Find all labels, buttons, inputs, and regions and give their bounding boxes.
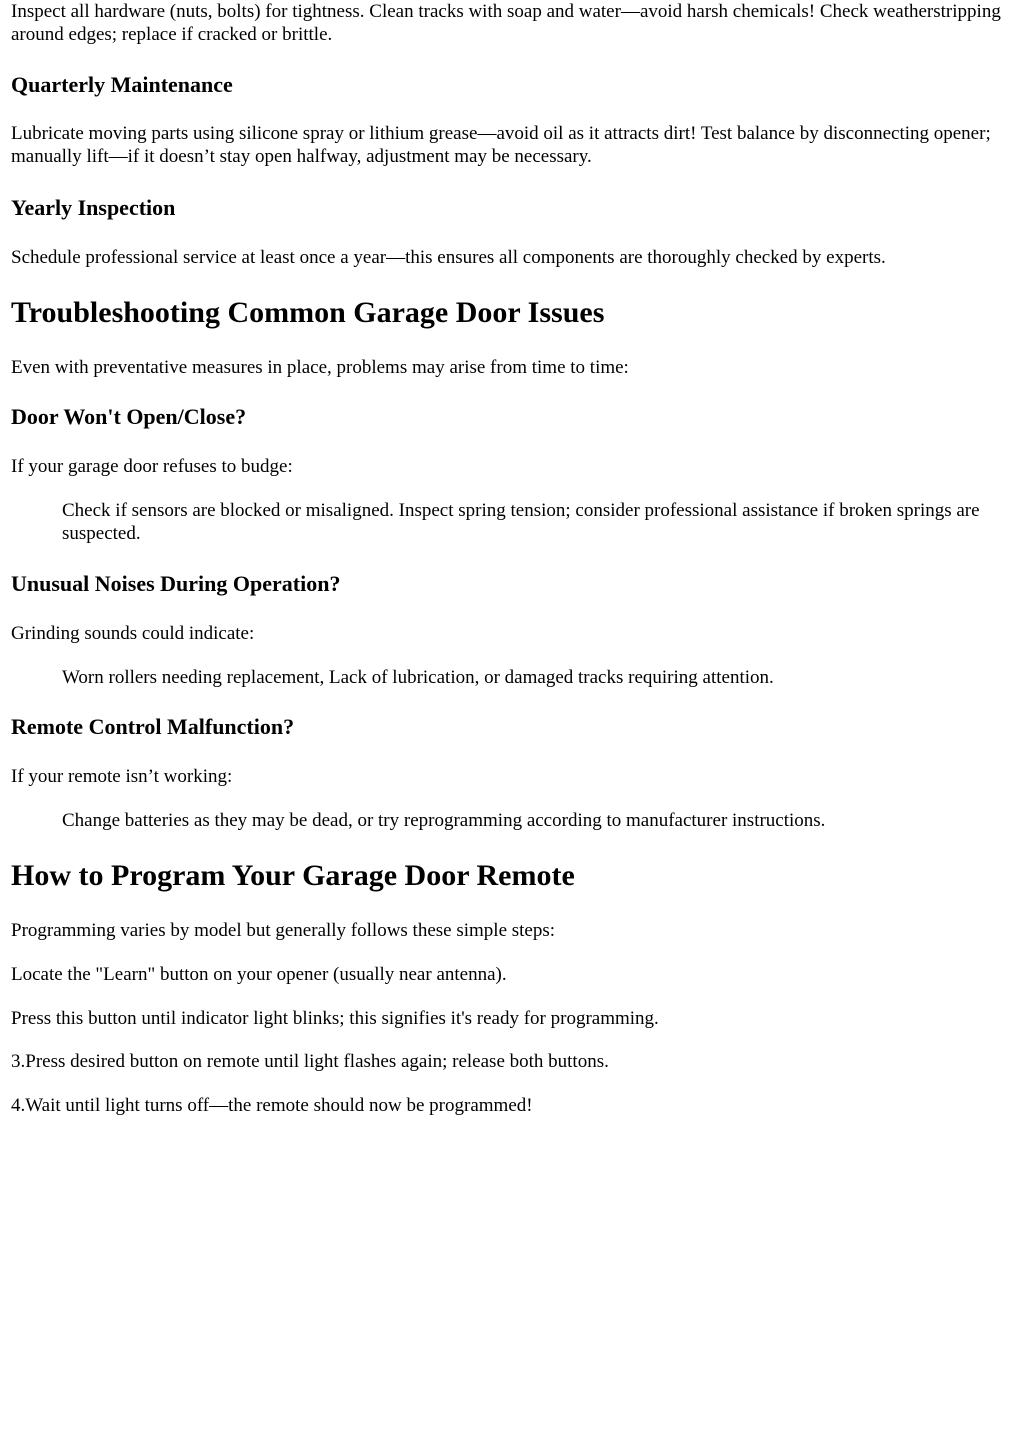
program-remote-heading: How to Program Your Garage Door Remote <box>11 859 575 892</box>
troubleshooting-heading: Troubleshooting Common Garage Door Issues <box>11 296 605 329</box>
program-intro: Programming varies by model but generally follows these simple steps: <box>11 920 556 941</box>
noises-intro: Grinding sounds could indicate: <box>11 623 255 644</box>
program-step: Press this button until indicator light blinks; this signifies it's ready for programming. <box>11 1008 659 1029</box>
quarterly-paragraph: Lubricate moving parts using silicone spray or lithium grease—avoid oil as it attracts dirt! Test balance by disconnecting opener; manually lift—if it doesn’t stay open halfway, adjustment may be necessary. <box>11 123 991 167</box>
remote-issue-quote: Change batteries as they may be dead, or try reprogramming according to manufacturer instructions. <box>62 810 826 831</box>
door-issue-heading: Door Won't Open/Close? <box>11 404 247 429</box>
program-step: 3.Press desired button on remote until light flashes again; release both buttons. <box>11 1051 609 1072</box>
noises-heading: Unusual Noises During Operation? <box>11 571 341 596</box>
intro-paragraph: Inspect all hardware (nuts, bolts) for tightness. Clean tracks with soap and water—avoid harsh chemicals! Check weatherstripping around edges; replace if cracked or brittle. <box>11 1 1001 45</box>
yearly-heading: Yearly Inspection <box>11 195 176 220</box>
program-step: Locate the "Learn" button on your opener (usually near antenna). <box>11 964 507 985</box>
troubleshooting-intro: Even with preventative measures in place, problems may arise from time to time: <box>11 357 629 378</box>
quarterly-heading: Quarterly Maintenance <box>11 72 233 97</box>
remote-issue-intro: If your remote isn’t working: <box>11 766 233 787</box>
remote-issue-heading: Remote Control Malfunction? <box>11 714 295 739</box>
program-step: 4.Wait until light turns off—the remote should now be programmed! <box>11 1095 533 1116</box>
door-issue-quote: Check if sensors are blocked or misaligned. Inspect spring tension; consider professional assistance if broken springs are suspected. <box>62 500 980 544</box>
yearly-paragraph: Schedule professional service at least once a year—this ensures all components are thoroughly checked by experts. <box>11 247 886 268</box>
noises-quote: Worn rollers needing replacement, Lack of lubrication, or damaged tracks requiring attention. <box>62 667 774 688</box>
door-issue-intro: If your garage door refuses to budge: <box>11 456 293 477</box>
